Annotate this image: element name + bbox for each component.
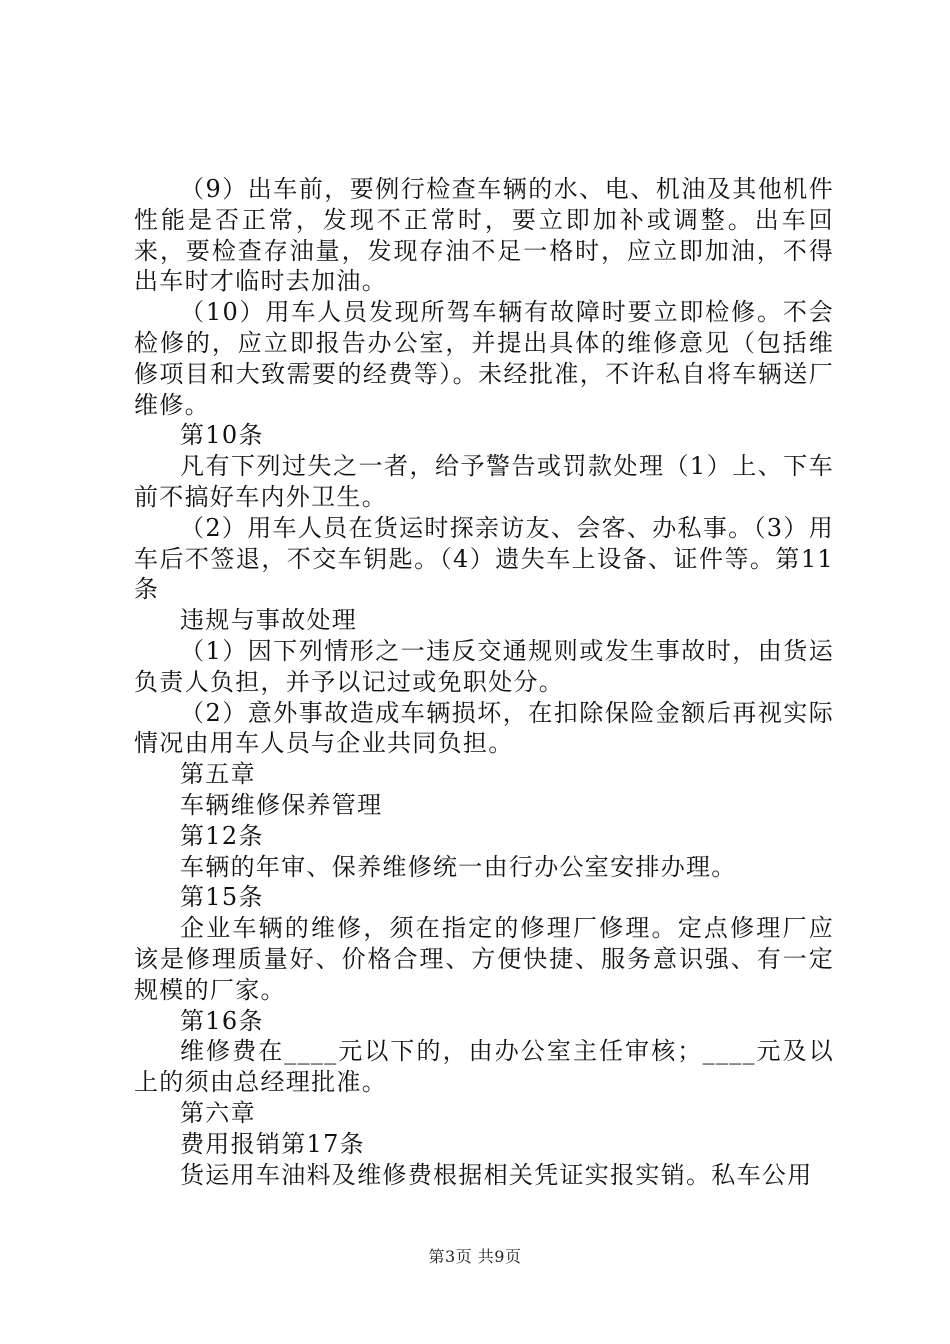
paragraph-violations-list: （2）用车人员在货运时探亲访友、会客、办私事。（3）用车后不签退，不交车钥匙。（4）遗失车上设备、证件等。第11条 <box>134 513 834 604</box>
paragraph-designated-repair-shop: 企业车辆的维修，须在指定的修理厂修理。定点修理厂应该是修理质量好、价格合理、方便快捷、服务意识强、有一定规模的厂家。 <box>134 914 834 1004</box>
chapter-6-heading: 第六章 <box>180 1098 256 1127</box>
paragraph-traffic-violation: （1）因下列情形之一违反交通规则或发生事故时，由货运负责人负担，并予以记过或免职处分。 <box>134 636 834 696</box>
section-heading-accidents: 违规与事故处理 <box>180 606 358 635</box>
paragraph-accident-damage: （2）意外事故造成车辆损坏，在扣除保险金额后再视实际情况由用车人员与企业共同负担。 <box>134 698 834 758</box>
chapter-5-title: 车辆维修保养管理 <box>180 790 383 819</box>
article-12-heading: 第12条 <box>180 821 264 850</box>
article-17-heading: 费用报销第17条 <box>180 1129 365 1158</box>
paragraph-inspection-before-trip: （9）出车前，要例行检查车辆的水、电、机油及其他机件性能是否正常，发现不正常时，要立即加补或调整。出车回来，要检查存油量，发现存油不足一格时，应立即加油，不得出车时才临时去加油。 <box>134 175 834 296</box>
chapter-5-heading: 第五章 <box>180 760 256 789</box>
article-10-heading: 第10条 <box>180 421 264 450</box>
article-16-heading: 第16条 <box>180 1006 264 1035</box>
article-15-heading: 第15条 <box>180 883 264 912</box>
paragraph-expense-reimbursement: 货运用车油料及维修费根据相关凭证实报实销。私车公用 <box>180 1160 813 1189</box>
paragraph-repair-report: （10）用车人员发现所驾车辆有故障时要立即检修。不会检修的，应立即报告办公室，并提出具体的维修意见（包括维修项目和大致需要的经费等）。未经批准，不许私自将车辆送厂维修。 <box>134 298 834 419</box>
document-body <box>134 174 834 1190</box>
paragraph-annual-inspection: 车辆的年审、保养维修统一由行办公室安排办理。 <box>180 852 737 881</box>
paragraph-violations-intro: 凡有下列过失之一者，给予警告或罚款处理（1）上、下车前不搞好车内外卫生。 <box>134 452 834 511</box>
page-footer: 第3页 共9页 <box>428 1247 522 1266</box>
paragraph-repair-approval: 维修费在____元以下的，由办公室主任审核；____元及以上的须由总经理批准。 <box>134 1037 834 1097</box>
